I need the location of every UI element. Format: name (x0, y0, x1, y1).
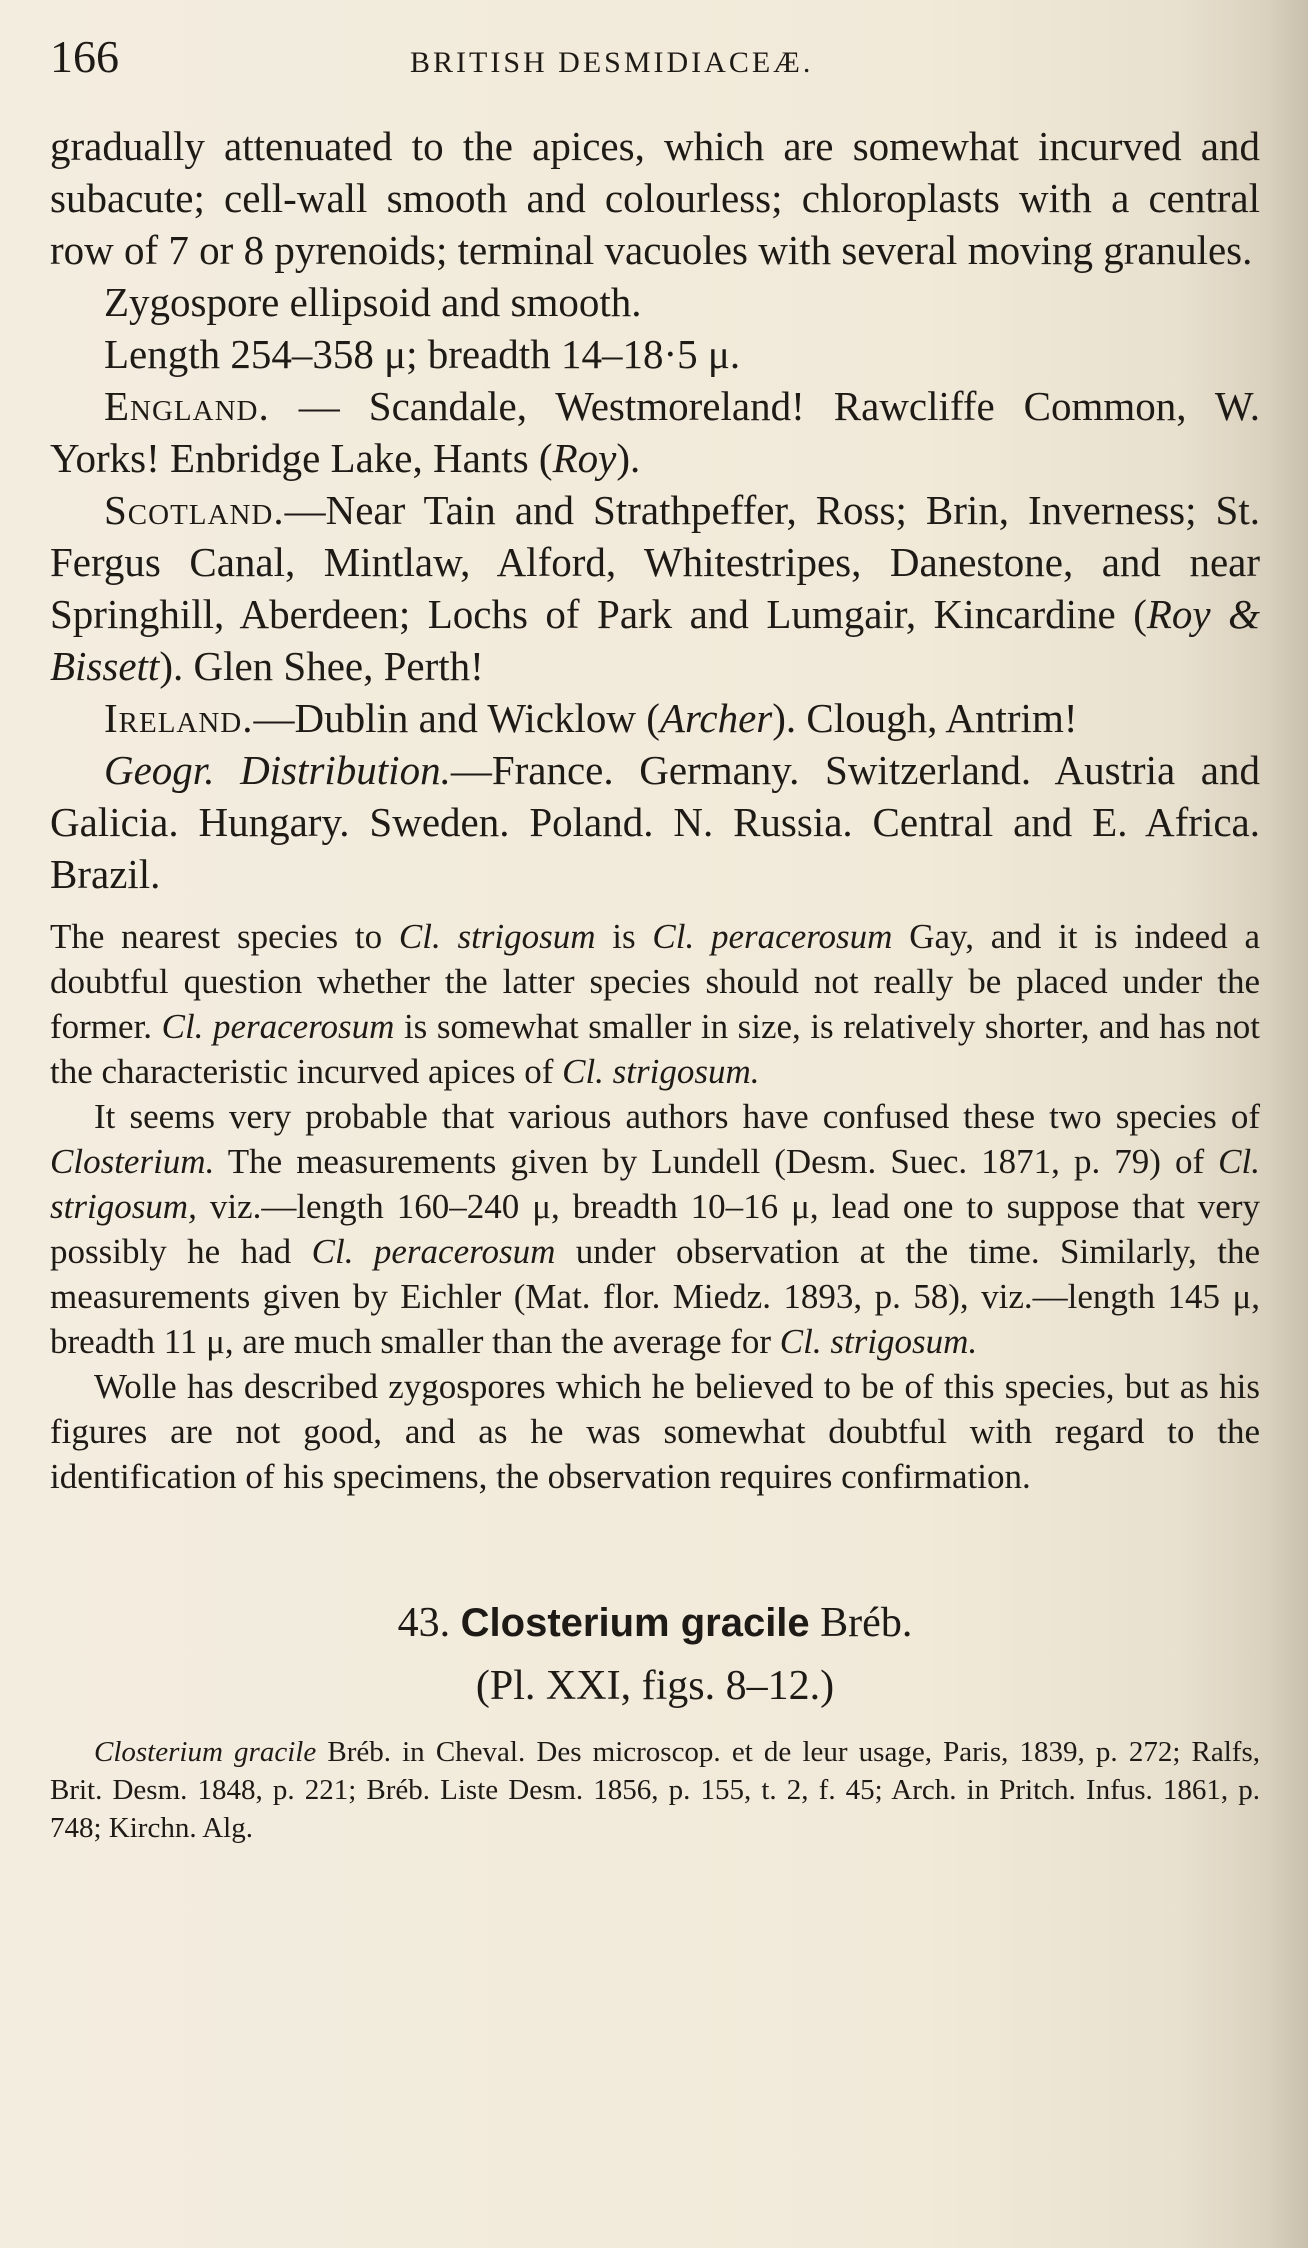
species-name: Closterium gracile (460, 1601, 810, 1645)
plate-reference: (Pl. XXI, figs. 8–12.) (475, 1663, 835, 1709)
ireland-end: ). Clough, Antrim! (772, 695, 1078, 741)
page-header (50, 30, 1260, 120)
book-page (50, 30, 1260, 1847)
genus-ref: Closterium. (50, 1142, 215, 1181)
scotland-records (50, 484, 1260, 692)
scotland-text: —Near Tain and Strathpeffer, Ross; Brin, Inverness; St. Fergus Canal, Mintlaw, Alford, Whitestripes, Danestone, and near Springhill, Aberdeen; Lochs of Park and Lumgair, Kincardine ( (50, 487, 1260, 637)
ireland-label: Ireland. (104, 695, 254, 741)
page-number: 166 (50, 31, 119, 82)
species-authority: Bréb. (809, 1600, 913, 1646)
discussion-paragraph-2 (50, 1094, 1260, 1364)
discussion-paragraph-1 (50, 914, 1260, 1094)
description-continuation: gradually attenuated to the apices, which are somewhat incurved and subacute; cell-wall smooth and colourless; chloroplasts with a central row of 7 or 8 pyrenoids; terminal vacuoles with several moving granules. (50, 123, 1260, 273)
england-records (50, 380, 1260, 484)
text-run: is (595, 917, 653, 956)
species-ref: Cl. peracerosum (652, 917, 893, 956)
text-run: Gay, and it is indeed a doubtful question whether the latter species should not really be placed under the former. (50, 917, 1260, 1046)
species-description (50, 120, 1260, 900)
species-ref: Cl. strigosum (398, 917, 596, 956)
species-ref: Cl. peracerosum (311, 1232, 556, 1271)
species-heading (50, 1595, 1260, 1651)
ireland-text: —Dublin and Wicklow ( (253, 695, 660, 741)
england-authority: Roy (552, 435, 617, 481)
text-run: is somewhat smaller in size, is relatively shorter, and has not the characteristic incurved apices of (50, 1007, 1260, 1091)
scotland-label: Scotland. (104, 487, 285, 533)
synonymy-text: Bréb. in Cheval. Des microscop. et de leur usage, Paris, 1839, p. 272; Ralfs, Brit. Desm. 1848, p. 221; Bréb. Liste Desm. 1856, p. 155, t. 2, f. 45; Arch. in Pritch. Infus. 1861, p. 748; Kirchn. Alg. (50, 1736, 1260, 1844)
text-run: The measurements given by Lundell (Desm. Suec. 1871, p. 79) of (214, 1142, 1219, 1181)
geogr-label: Geogr. Distribution. (104, 747, 451, 793)
species-ref: Cl. peracerosum (161, 1007, 395, 1046)
text-run: viz.—length 160–240 μ, breadth 10–16 μ, lead one to suppose that very possibly he had (50, 1187, 1260, 1271)
geographic-distribution (50, 744, 1260, 900)
scotland-end: ). Glen Shee, Perth! (159, 643, 484, 689)
species-ref: Cl. strigosum, (50, 1142, 1260, 1226)
discussion-paragraph-3: Wolle has described zygospores which he believed to be of this species, but as his figures are not good, and as he was somewhat doubtful with regard to the identification of his specimens, the observation requires confirmation. (50, 1367, 1260, 1496)
ireland-authority: Archer (659, 695, 773, 741)
scotland-authority: Roy & Bissett (50, 591, 1260, 689)
species-ref: Cl. strigosum. (562, 1052, 760, 1091)
running-title: BRITISH DESMIDIACEÆ. (410, 46, 814, 79)
geogr-text: —France. Germany. Switzerland. Austria and Galicia. Hungary. Sweden. Poland. N. Russia. Central and E. Africa. Brazil. (50, 747, 1260, 897)
synonymy (50, 1733, 1260, 1847)
text-run: It seems very probable that various authors have confused these two species of (94, 1097, 1260, 1136)
england-text: — Scandale, Westmoreland! Rawcliffe Common, W. Yorks! Enbridge Lake, Hants ( (50, 383, 1260, 481)
ireland-records (50, 692, 1260, 744)
discussion (50, 914, 1260, 1499)
england-end: ). (616, 435, 641, 481)
measurements: Length 254–358 μ; breadth 14–18·5 μ. (104, 331, 741, 377)
text-run: under observation at the time. Similarly, the measurements given by Eichler (Mat. flor. Miedz. 1893, p. 58), viz.—length 145 μ, breadth 11 μ, are much smaller than the average for (50, 1232, 1260, 1361)
synonymy-name: Closterium gracile (94, 1736, 317, 1768)
species-ref: Cl. strigosum. (779, 1322, 978, 1361)
species-number: 43. (397, 1600, 461, 1646)
england-label: England. (104, 383, 270, 429)
text-run: The nearest species to (50, 917, 399, 956)
zygospore-note: Zygospore ellipsoid and smooth. (104, 279, 642, 325)
